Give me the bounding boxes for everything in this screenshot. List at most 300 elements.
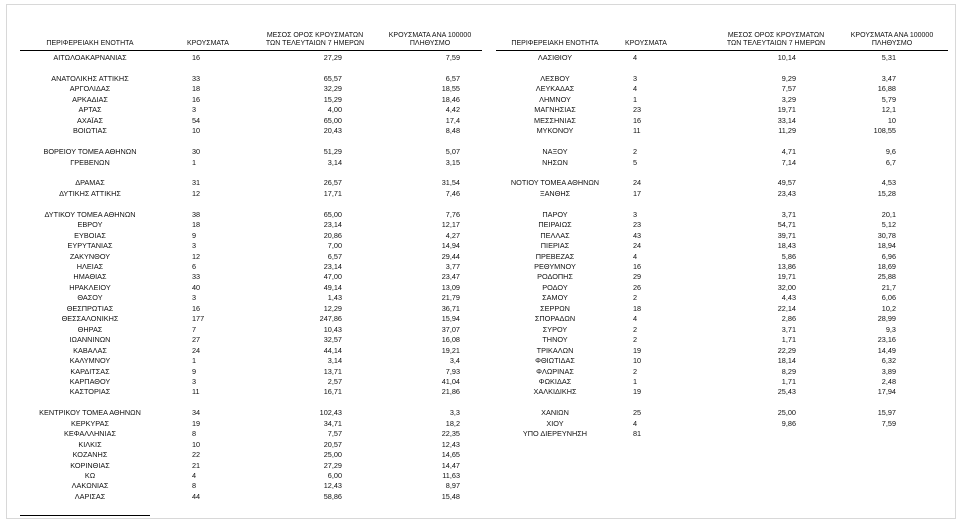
per-100k-value: 2,48	[881, 376, 896, 386]
table-row	[496, 293, 948, 302]
per-100k-value: 37,07	[441, 324, 460, 334]
avg-7-days-value: 32,29	[323, 84, 342, 94]
avg-7-days-value: 1,71	[781, 376, 796, 386]
per-100k-value: 28,99	[877, 314, 896, 324]
region-name: ΜΕΣΣΗΝΙΑΣ	[534, 115, 576, 125]
cases-value: 18	[192, 220, 201, 230]
table-row	[496, 178, 948, 187]
cases-value: 2	[633, 324, 638, 334]
region-name: ΛΑΣΙΘΙΟΥ	[537, 53, 573, 62]
region-name: ΣΑΜΟΥ	[542, 293, 568, 303]
avg-7-days-value: 6,57	[327, 251, 342, 261]
cases-value: 11	[633, 126, 641, 136]
table-row	[496, 241, 948, 250]
avg-7-days-value: 247,86	[319, 314, 342, 324]
per-100k-value: 7,59	[445, 53, 460, 62]
per-100k-value: 14,47	[441, 460, 460, 470]
region-name: ΚΩ	[84, 471, 96, 480]
table-row	[20, 304, 482, 313]
avg-7-days-value: 44,14	[323, 345, 342, 355]
table-row	[496, 220, 948, 229]
table-row	[20, 53, 482, 62]
per-100k-value: 17,4	[445, 115, 460, 125]
avg-7-days-value: 4,71	[781, 147, 796, 157]
avg-7-days-value: 10,43	[323, 324, 342, 334]
per-100k-value: 3,77	[445, 262, 460, 271]
region-name: ΤΡΙΚΑΛΩΝ	[536, 345, 574, 355]
avg-7-days-value: 65,00	[323, 115, 342, 125]
per-100k-value: 18,2	[445, 418, 460, 428]
avg-7-days-value: 13,86	[777, 262, 796, 271]
table-row	[20, 450, 482, 459]
region-name: ΗΜΑΘΙΑΣ	[73, 272, 107, 282]
header-avg-7-days: ΜΕΣΟΣ ΟΡΟΣ ΚΡΟΥΣΜΑΤΩΝ ΤΩΝ ΤΕΛΕΥΤΑΙΩΝ 7 ΗΜΕΡΩΝ	[726, 32, 826, 47]
table-row	[496, 105, 948, 114]
avg-7-days-value: 7,57	[327, 429, 342, 439]
table-row	[496, 262, 948, 271]
avg-7-days-value: 23,14	[323, 262, 342, 271]
region-name: ΜΑΓΝΗΣΙΑΣ	[534, 105, 576, 115]
avg-7-days-value: 18,43	[777, 241, 796, 251]
table-row	[20, 481, 482, 490]
header-cases-per-100k: ΚΡΟΥΣΜΑΤΑ ΑΝΑ 100000 ΠΛΗΘΥΣΜΟ	[850, 32, 934, 47]
table-row	[496, 346, 948, 355]
region-name: ΘΕΣΠΡΩΤΙΑΣ	[66, 303, 114, 313]
cases-value: 2	[633, 147, 638, 157]
per-100k-value: 18,46	[441, 94, 460, 104]
per-100k-value: 12,17	[441, 220, 460, 230]
region-name: ΠΕΛΛΑΣ	[540, 230, 570, 240]
table-row	[496, 147, 948, 156]
per-100k-value: 15,94	[441, 314, 460, 324]
avg-7-days-value: 3,14	[327, 157, 342, 167]
cases-value: 23	[633, 105, 642, 115]
table-row	[20, 440, 482, 449]
avg-7-days-value: 27,29	[323, 53, 342, 62]
avg-7-days-value: 19,71	[777, 272, 796, 282]
table-row	[20, 387, 482, 396]
per-100k-value: 4,53	[881, 178, 896, 188]
table-row	[20, 126, 482, 135]
table-row	[20, 189, 482, 198]
avg-7-days-value: 18,14	[777, 356, 796, 366]
per-100k-value: 5,07	[445, 147, 460, 157]
avg-7-days-value: 12,29	[323, 303, 342, 313]
table-row	[496, 408, 948, 417]
table-row	[20, 429, 482, 438]
cases-value: 2	[633, 293, 638, 303]
per-100k-value: 21,79	[441, 293, 460, 303]
cases-value: 54	[192, 115, 201, 125]
cases-value: 21	[192, 460, 201, 470]
region-name: ΚΕΦΑΛΛΗΝΙΑΣ	[64, 429, 116, 439]
avg-7-days-value: 58,86	[323, 491, 342, 501]
region-name: ΚΕΝΤΡΙΚΟΥ ΤΟΜΕΑ ΑΘΗΝΩΝ	[39, 408, 141, 418]
cases-value: 24	[633, 241, 642, 251]
cases-value: 5	[633, 157, 638, 167]
table-row	[496, 53, 948, 62]
table-row	[496, 116, 948, 125]
table-row	[496, 387, 948, 396]
per-100k-value: 7,46	[445, 188, 460, 198]
per-100k-value: 9,6	[885, 147, 896, 157]
cases-value: 4	[633, 251, 638, 261]
per-100k-value: 108,55	[873, 126, 896, 136]
region-name: ΦΘΙΩΤΙΔΑΣ	[535, 356, 575, 366]
region-name: ΠΙΕΡΙΑΣ	[540, 241, 570, 251]
avg-7-days-value: 7,57	[781, 84, 796, 94]
region-name: ΛΕΥΚΑΔΑΣ	[535, 84, 575, 94]
per-100k-value: 15,48	[441, 491, 460, 501]
region-name: ΚΑΣΤΟΡΙΑΣ	[69, 387, 111, 397]
region-name: ΗΡΑΚΛΕΙΟΥ	[69, 282, 111, 292]
avg-7-days-value: 2,57	[327, 376, 342, 386]
table-row	[496, 231, 948, 240]
per-100k-value: 18,94	[877, 241, 896, 251]
avg-7-days-value: 25,43	[777, 387, 796, 397]
cases-value: 24	[192, 345, 201, 355]
avg-7-days-value: 7,00	[327, 241, 342, 251]
region-name: ΙΩΑΝΝΙΝΩΝ	[69, 335, 111, 345]
per-100k-value: 23,47	[441, 272, 460, 282]
avg-7-days-value: 2,86	[781, 314, 796, 324]
region-name: ΚΙΛΚΙΣ	[78, 439, 102, 449]
cases-value: 4	[633, 53, 638, 62]
region-name: ΜΥΚΟΝΟΥ	[536, 126, 574, 136]
per-100k-value: 11,63	[442, 471, 460, 480]
table-row	[20, 492, 482, 501]
avg-7-days-value: 34,71	[323, 418, 342, 428]
region-name: ΒΟΙΩΤΙΑΣ	[73, 126, 107, 136]
avg-7-days-value: 47,00	[323, 272, 342, 282]
header-region: ΠΕΡΙΦΕΡΕΙΑΚΗ ΕΝΟΤΗΤΑ	[46, 40, 134, 47]
cases-value: 2	[633, 366, 638, 376]
per-100k-value: 7,59	[881, 418, 896, 428]
region-name: ΠΑΡΟΥ	[542, 209, 568, 219]
per-100k-value: 6,7	[885, 157, 896, 167]
cases-value: 7	[192, 324, 197, 334]
region-name: ΤΗΝΟΥ	[542, 335, 568, 345]
region-name: ΝΑΞΟΥ	[542, 147, 568, 157]
region-name: ΗΛΕΙΑΣ	[76, 262, 104, 271]
region-name: ΕΥΡΥΤΑΝΙΑΣ	[67, 241, 113, 251]
table-row	[496, 325, 948, 334]
region-name: ΑΡΚΑΔΙΑΣ	[72, 94, 108, 104]
table-row	[20, 325, 482, 334]
table-row	[20, 220, 482, 229]
avg-7-days-value: 9,86	[781, 418, 796, 428]
region-name: ΠΕΙΡΑΙΩΣ	[538, 220, 572, 230]
cases-value: 22	[192, 450, 201, 460]
cases-value: 19	[192, 418, 201, 428]
cases-value: 8	[192, 481, 197, 491]
table-row	[20, 252, 482, 261]
avg-7-days-value: 20,57	[323, 439, 342, 449]
region-name: ΚΑΡΠΑΘΟΥ	[69, 376, 111, 386]
cases-value: 4	[633, 418, 638, 428]
avg-7-days-value: 54,71	[777, 220, 796, 230]
cases-value: 3	[192, 241, 197, 251]
header-cases-per-100k: ΚΡΟΥΣΜΑΤΑ ΑΝΑ 100000 ΠΛΗΘΥΣΜΟ	[388, 32, 472, 47]
table-row	[20, 471, 482, 480]
table-row	[496, 367, 948, 376]
table-row	[20, 241, 482, 250]
region-name: ΚΑΡΔΙΤΣΑΣ	[70, 366, 110, 376]
per-100k-value: 14,65	[441, 450, 460, 460]
avg-7-days-value: 10,14	[777, 53, 796, 62]
cases-value: 43	[633, 230, 642, 240]
table-row	[496, 429, 948, 438]
avg-7-days-value: 3,71	[781, 324, 796, 334]
cases-value: 177	[192, 314, 205, 324]
avg-7-days-value: 22,14	[777, 303, 796, 313]
region-name: ΚΑΛΥΜΝΟΥ	[69, 356, 111, 366]
per-100k-value: 21,7	[881, 282, 896, 292]
per-100k-value: 15,97	[877, 408, 896, 418]
region-name: ΞΑΝΘΗΣ	[539, 188, 571, 198]
table-row	[496, 74, 948, 83]
cases-value: 1	[192, 356, 197, 366]
per-100k-value: 4,42	[445, 105, 460, 115]
avg-7-days-value: 16,71	[323, 387, 342, 397]
avg-7-days-value: 49,14	[323, 282, 342, 292]
left-table	[20, 26, 482, 501]
region-name: ΑΙΤΩΛΟΑΚΑΡΝΑΝΙΑΣ	[53, 53, 127, 62]
region-name: ΧΙΟΥ	[546, 418, 564, 428]
per-100k-value: 6,32	[881, 356, 896, 366]
cases-value: 1	[633, 376, 638, 386]
region-name: ΛΑΚΩΝΙΑΣ	[71, 481, 109, 491]
table-row	[20, 231, 482, 240]
cases-value: 31	[192, 178, 201, 188]
cases-value: 3	[192, 293, 197, 303]
per-100k-value: 5,12	[881, 220, 896, 230]
table-row	[20, 346, 482, 355]
per-100k-value: 16,08	[441, 335, 460, 345]
avg-7-days-value: 22,29	[777, 345, 796, 355]
cases-value: 19	[633, 387, 642, 397]
cases-value: 16	[192, 303, 201, 313]
cases-value: 44	[192, 491, 201, 501]
region-name: ΧΑΛΚΙΔΙΚΗΣ	[533, 387, 577, 397]
avg-7-days-value: 32,00	[777, 282, 796, 292]
avg-7-days-value: 4,00	[327, 105, 342, 115]
per-100k-value: 3,4	[449, 356, 460, 366]
avg-7-days-value: 11,29	[778, 126, 796, 136]
cases-value: 38	[192, 209, 201, 219]
cases-value: 16	[192, 53, 201, 62]
cases-value: 3	[192, 105, 197, 115]
region-name: ΘΕΣΣΑΛΟΝΙΚΗΣ	[61, 314, 119, 324]
cases-value: 4	[192, 471, 197, 480]
avg-7-days-value: 12,43	[323, 481, 342, 491]
cases-value: 12	[192, 188, 201, 198]
cases-value: 4	[633, 314, 638, 324]
region-name: ΧΑΝΙΩΝ	[541, 408, 569, 418]
region-name: ΠΡΕΒΕΖΑΣ	[535, 251, 575, 261]
per-100k-value: 14,94	[441, 241, 460, 251]
per-100k-value: 14,49	[877, 345, 896, 355]
cases-value: 9	[192, 230, 197, 240]
per-100k-value: 18,69	[877, 262, 896, 271]
table-row	[20, 419, 482, 428]
cases-value: 24	[633, 178, 642, 188]
per-100k-value: 6,06	[881, 293, 896, 303]
cases-value: 4	[633, 84, 638, 94]
avg-7-days-value: 102,43	[319, 408, 342, 418]
avg-7-days-value: 5,86	[781, 251, 796, 261]
avg-7-days-value: 65,00	[323, 209, 342, 219]
per-100k-value: 3,47	[881, 73, 896, 83]
table-row	[20, 367, 482, 376]
per-100k-value: 19,21	[441, 345, 460, 355]
cases-value: 12	[192, 251, 201, 261]
region-name: ΣΥΡΟΥ	[542, 324, 568, 334]
per-100k-value: 3,89	[881, 366, 896, 376]
per-100k-value: 6,57	[445, 73, 460, 83]
region-name: ΒΟΡΕΙΟΥ ΤΟΜΕΑ ΑΘΗΝΩΝ	[43, 147, 137, 157]
header-avg-7-days: ΜΕΣΟΣ ΟΡΟΣ ΚΡΟΥΣΜΑΤΩΝ ΤΩΝ ΤΕΛΕΥΤΑΙΩΝ 7 ΗΜΕΡΩΝ	[265, 32, 365, 47]
avg-7-days-value: 3,71	[781, 209, 796, 219]
per-100k-value: 5,79	[881, 94, 896, 104]
right-table-header	[496, 26, 948, 51]
region-name: ΑΧΑΪΑΣ	[76, 115, 103, 125]
table-row	[496, 95, 948, 104]
region-name: ΚΕΡΚΥΡΑΣ	[70, 418, 110, 428]
per-100k-value: 20,1	[881, 209, 896, 219]
per-100k-value: 5,31	[881, 53, 896, 62]
region-name: ΛΑΡΙΣΑΣ	[74, 491, 106, 501]
cases-value: 18	[633, 303, 642, 313]
table-row	[20, 356, 482, 365]
right-table	[496, 26, 948, 439]
avg-7-days-value: 39,71	[777, 230, 796, 240]
per-100k-value: 3,3	[449, 408, 460, 418]
avg-7-days-value: 32,57	[323, 335, 342, 345]
region-name: ΛΗΜΝΟΥ	[539, 94, 571, 104]
table-row	[20, 74, 482, 83]
region-name: ΚΟΖΑΝΗΣ	[72, 450, 108, 460]
region-name: ΔΥΤΙΚΟΥ ΤΟΜΕΑ ΑΘΗΝΩΝ	[44, 209, 136, 219]
cases-value: 26	[633, 282, 642, 292]
region-name: ΕΥΒΟΙΑΣ	[74, 230, 106, 240]
region-name: ΡΟΔΟΠΗΣ	[537, 272, 573, 282]
table-row	[20, 377, 482, 386]
table-row	[496, 283, 948, 292]
cases-value: 1	[633, 94, 638, 104]
table-row	[496, 377, 948, 386]
region-name: ΔΥΤΙΚΗΣ ΑΤΤΙΚΗΣ	[59, 188, 121, 198]
table-row	[20, 293, 482, 302]
region-name: ΚΟΡΙΝΘΙΑΣ	[70, 460, 110, 470]
table-row	[20, 95, 482, 104]
table-row	[20, 283, 482, 292]
cases-value: 16	[633, 262, 642, 271]
table-row	[496, 272, 948, 281]
cases-value: 11	[192, 387, 200, 397]
table-row	[20, 272, 482, 281]
cases-value: 25	[633, 408, 642, 418]
per-100k-value: 36,71	[441, 303, 460, 313]
table-row	[496, 335, 948, 344]
per-100k-value: 8,97	[445, 481, 460, 491]
per-100k-value: 30,78	[877, 230, 896, 240]
region-name: ΖΑΚΥΝΘΟΥ	[69, 251, 111, 261]
table-row	[20, 158, 482, 167]
avg-7-days-value: 49,57	[777, 178, 796, 188]
avg-7-days-value: 65,57	[323, 73, 342, 83]
region-name: ΚΑΒΑΛΑΣ	[73, 345, 107, 355]
cases-value: 3	[633, 209, 638, 219]
region-name: ΘΗΡΑΣ	[77, 324, 103, 334]
region-name: ΡΟΔΟΥ	[542, 282, 568, 292]
cases-value: 33	[192, 272, 201, 282]
per-100k-value: 17,94	[877, 387, 896, 397]
region-name: ΔΡΑΜΑΣ	[75, 178, 105, 188]
left-table-bottom-rule	[20, 515, 150, 516]
region-name: ΣΕΡΡΩΝ	[540, 303, 570, 313]
cases-value: 33	[192, 73, 201, 83]
cases-value: 10	[192, 126, 201, 136]
table-row	[496, 189, 948, 198]
cases-value: 40	[192, 282, 201, 292]
per-100k-value: 10,2	[881, 303, 896, 313]
cases-value: 17	[633, 188, 642, 198]
table-row	[20, 210, 482, 219]
per-100k-value: 31,54	[441, 178, 460, 188]
table-row	[20, 408, 482, 417]
per-100k-value: 6,96	[881, 251, 896, 261]
cases-value: 10	[192, 439, 201, 449]
table-row	[496, 84, 948, 93]
per-100k-value: 7,93	[445, 366, 460, 376]
per-100k-value: 18,55	[441, 84, 460, 94]
avg-7-days-value: 17,71	[323, 188, 342, 198]
cases-value: 6	[192, 262, 197, 271]
per-100k-value: 13,09	[441, 282, 460, 292]
cases-value: 8	[192, 429, 197, 439]
per-100k-value: 25,88	[877, 272, 896, 282]
avg-7-days-value: 13,71	[323, 366, 342, 376]
avg-7-days-value: 9,29	[781, 73, 796, 83]
avg-7-days-value: 1,71	[781, 335, 796, 345]
cases-value: 23	[633, 220, 642, 230]
region-name: ΑΡΤΑΣ	[78, 105, 102, 115]
avg-7-days-value: 19,71	[777, 105, 796, 115]
cases-value: 29	[633, 272, 642, 282]
per-100k-value: 23,16	[877, 335, 896, 345]
avg-7-days-value: 8,29	[781, 366, 796, 376]
region-name: ΥΠΟ ΔΙΕΡΕΥΝΗΣΗ	[522, 429, 588, 439]
cases-value: 30	[192, 147, 201, 157]
cases-value: 10	[633, 356, 642, 366]
cases-value: 9	[192, 366, 197, 376]
per-100k-value: 4,27	[445, 230, 460, 240]
cases-value: 81	[633, 429, 642, 439]
per-100k-value: 29,44	[441, 251, 460, 261]
per-100k-value: 8,48	[445, 126, 460, 136]
avg-7-days-value: 51,29	[323, 147, 342, 157]
region-name: ΑΝΑΤΟΛΙΚΗΣ ΑΤΤΙΚΗΣ	[51, 73, 129, 83]
cases-value: 27	[192, 335, 201, 345]
table-row	[496, 314, 948, 323]
table-row	[20, 147, 482, 156]
cases-value: 3	[192, 376, 197, 386]
region-name: ΦΛΩΡΙΝΑΣ	[536, 366, 574, 376]
header-cases: ΚΡΟΥΣΜΑΤΑ	[625, 40, 667, 47]
per-100k-value: 15,28	[877, 188, 896, 198]
per-100k-value: 12,43	[441, 439, 460, 449]
